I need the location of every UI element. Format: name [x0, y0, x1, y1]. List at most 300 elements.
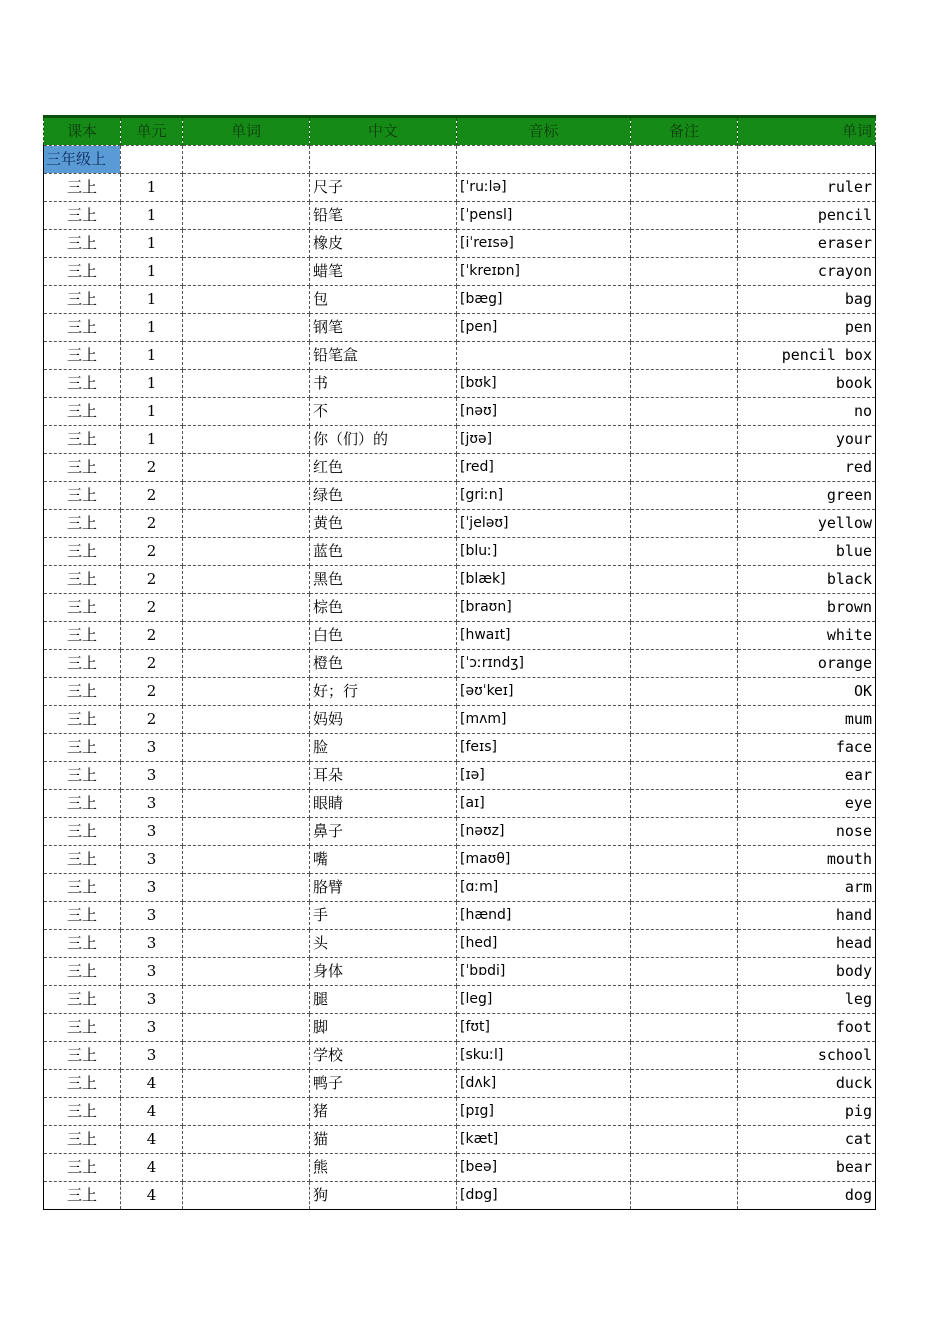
phonetic-cell[interactable]: [ɑːm] [457, 874, 631, 902]
english-word-cell[interactable]: bear [738, 1154, 876, 1182]
unit-cell[interactable]: 3 [121, 930, 183, 958]
textbook-cell[interactable]: 三上 [44, 398, 121, 426]
phonetic-cell[interactable]: [mʌm] [457, 706, 631, 734]
word-cell[interactable] [183, 566, 310, 594]
remark-cell[interactable] [631, 1070, 738, 1098]
table-row [44, 594, 876, 622]
textbook-cell[interactable]: 三上 [44, 174, 121, 202]
chinese-cell[interactable]: 头 [310, 930, 457, 958]
word-cell[interactable] [183, 398, 310, 426]
chinese-cell[interactable]: 铅笔 [310, 202, 457, 230]
english-word-cell[interactable]: blue [738, 538, 876, 566]
unit-cell[interactable]: 3 [121, 846, 183, 874]
unit-cell[interactable]: 2 [121, 678, 183, 706]
textbook-cell[interactable]: 三上 [44, 790, 121, 818]
unit-cell[interactable]: 2 [121, 594, 183, 622]
table-row [44, 846, 876, 874]
phonetic-cell[interactable]: [fʊt] [457, 1014, 631, 1042]
phonetic-cell[interactable]: [bluː] [457, 538, 631, 566]
english-word-cell[interactable]: your [738, 426, 876, 454]
remark-cell[interactable] [631, 510, 738, 538]
phonetic-cell[interactable] [457, 342, 631, 370]
table-row [44, 1098, 876, 1126]
phonetic-cell[interactable]: [braʊn] [457, 594, 631, 622]
textbook-cell[interactable]: 三上 [44, 482, 121, 510]
empty-cell[interactable] [183, 146, 310, 174]
remark-cell[interactable] [631, 538, 738, 566]
chinese-cell[interactable]: 猫 [310, 1126, 457, 1154]
chinese-cell[interactable]: 耳朵 [310, 762, 457, 790]
word-cell[interactable] [183, 314, 310, 342]
word-cell[interactable] [183, 622, 310, 650]
empty-cell[interactable] [121, 146, 183, 174]
textbook-cell[interactable]: 三上 [44, 342, 121, 370]
textbook-cell[interactable]: 三上 [44, 622, 121, 650]
english-word-cell[interactable]: leg [738, 986, 876, 1014]
unit-cell[interactable]: 3 [121, 902, 183, 930]
english-word-cell[interactable]: cat [738, 1126, 876, 1154]
chinese-cell[interactable]: 尺子 [310, 174, 457, 202]
english-word-cell[interactable]: head [738, 930, 876, 958]
remark-cell[interactable] [631, 958, 738, 986]
table-row [44, 174, 876, 202]
chinese-cell[interactable]: 铅笔盒 [310, 342, 457, 370]
unit-cell[interactable]: 1 [121, 314, 183, 342]
word-cell[interactable] [183, 482, 310, 510]
phonetic-cell[interactable]: [dʌk] [457, 1070, 631, 1098]
unit-cell[interactable]: 2 [121, 566, 183, 594]
textbook-cell[interactable]: 三上 [44, 706, 121, 734]
english-word-cell[interactable]: pen [738, 314, 876, 342]
english-word-cell[interactable]: white [738, 622, 876, 650]
textbook-cell[interactable]: 三上 [44, 230, 121, 258]
unit-cell[interactable]: 3 [121, 790, 183, 818]
remark-cell[interactable] [631, 1098, 738, 1126]
phonetic-cell[interactable]: [əʊˈkeɪ] [457, 678, 631, 706]
remark-cell[interactable] [631, 930, 738, 958]
table-row [44, 650, 876, 678]
english-word-cell[interactable]: red [738, 454, 876, 482]
remark-cell[interactable] [631, 790, 738, 818]
textbook-cell[interactable]: 三上 [44, 370, 121, 398]
table-row [44, 902, 876, 930]
word-cell[interactable] [183, 286, 310, 314]
english-word-cell[interactable]: pig [738, 1098, 876, 1126]
word-cell[interactable] [183, 986, 310, 1014]
phonetic-cell[interactable]: [red] [457, 454, 631, 482]
table-row [44, 874, 876, 902]
table-row [44, 678, 876, 706]
unit-cell[interactable]: 3 [121, 874, 183, 902]
chinese-cell[interactable]: 手 [310, 902, 457, 930]
word-cell[interactable] [183, 958, 310, 986]
unit-cell[interactable]: 1 [121, 426, 183, 454]
word-cell[interactable] [183, 426, 310, 454]
phonetic-cell[interactable]: [dɒg] [457, 1182, 631, 1210]
word-cell[interactable] [183, 846, 310, 874]
english-word-cell[interactable]: duck [738, 1070, 876, 1098]
table-row [44, 1154, 876, 1182]
phonetic-cell[interactable]: [griːn] [457, 482, 631, 510]
header-word[interactable]: 单词 [183, 117, 310, 146]
word-cell[interactable] [183, 1070, 310, 1098]
unit-cell[interactable]: 4 [121, 1070, 183, 1098]
word-cell[interactable] [183, 370, 310, 398]
word-cell[interactable] [183, 230, 310, 258]
remark-cell[interactable] [631, 342, 738, 370]
header-chinese[interactable]: 中文 [310, 117, 457, 146]
english-word-cell[interactable]: black [738, 566, 876, 594]
chinese-cell[interactable]: 脚 [310, 1014, 457, 1042]
unit-cell[interactable]: 3 [121, 1014, 183, 1042]
header-english-word[interactable]: 单词 [738, 117, 876, 146]
chinese-cell[interactable]: 不 [310, 398, 457, 426]
unit-cell[interactable]: 2 [121, 454, 183, 482]
textbook-cell[interactable]: 三上 [44, 1182, 121, 1210]
word-cell[interactable] [183, 538, 310, 566]
table-row [44, 538, 876, 566]
table-row [44, 986, 876, 1014]
english-word-cell[interactable]: school [738, 1042, 876, 1070]
remark-cell[interactable] [631, 846, 738, 874]
english-word-cell[interactable]: OK [738, 678, 876, 706]
vocabulary-sheet [43, 115, 875, 1210]
table-row [44, 958, 876, 986]
word-cell[interactable] [183, 1182, 310, 1210]
remark-cell[interactable] [631, 566, 738, 594]
english-word-cell[interactable]: mouth [738, 846, 876, 874]
phonetic-cell[interactable]: [kæt] [457, 1126, 631, 1154]
chinese-cell[interactable]: 包 [310, 286, 457, 314]
chinese-cell[interactable]: 钢笔 [310, 314, 457, 342]
word-cell[interactable] [183, 1098, 310, 1126]
unit-cell[interactable]: 4 [121, 1182, 183, 1210]
phonetic-cell[interactable]: [beə] [457, 1154, 631, 1182]
phonetic-cell[interactable]: [bæg] [457, 286, 631, 314]
word-cell[interactable] [183, 1126, 310, 1154]
chinese-cell[interactable]: 腿 [310, 986, 457, 1014]
remark-cell[interactable] [631, 762, 738, 790]
unit-cell[interactable]: 1 [121, 398, 183, 426]
chinese-cell[interactable]: 鼻子 [310, 818, 457, 846]
unit-cell[interactable]: 1 [121, 342, 183, 370]
phonetic-cell[interactable]: [ɪə] [457, 762, 631, 790]
phonetic-cell[interactable]: [leg] [457, 986, 631, 1014]
word-cell[interactable] [183, 1014, 310, 1042]
remark-cell[interactable] [631, 678, 738, 706]
textbook-cell[interactable]: 三上 [44, 678, 121, 706]
phonetic-cell[interactable]: [hwaɪt] [457, 622, 631, 650]
table-row [44, 426, 876, 454]
english-word-cell[interactable]: ruler [738, 174, 876, 202]
remark-cell[interactable] [631, 874, 738, 902]
english-word-cell[interactable]: green [738, 482, 876, 510]
remark-cell[interactable] [631, 202, 738, 230]
unit-cell[interactable]: 4 [121, 1098, 183, 1126]
word-cell[interactable] [183, 342, 310, 370]
textbook-cell[interactable]: 三上 [44, 1042, 121, 1070]
table-row [44, 762, 876, 790]
chinese-cell[interactable]: 猪 [310, 1098, 457, 1126]
remark-cell[interactable] [631, 314, 738, 342]
chinese-cell[interactable]: 狗 [310, 1182, 457, 1210]
textbook-cell[interactable]: 三上 [44, 902, 121, 930]
textbook-cell[interactable]: 三上 [44, 1126, 121, 1154]
english-word-cell[interactable]: foot [738, 1014, 876, 1042]
remark-cell[interactable] [631, 1154, 738, 1182]
textbook-cell[interactable]: 三上 [44, 762, 121, 790]
remark-cell[interactable] [631, 1182, 738, 1210]
table-row [44, 818, 876, 846]
word-cell[interactable] [183, 1154, 310, 1182]
word-cell[interactable] [183, 734, 310, 762]
phonetic-cell[interactable]: [pen] [457, 314, 631, 342]
word-cell[interactable] [183, 202, 310, 230]
english-word-cell[interactable]: arm [738, 874, 876, 902]
english-word-cell[interactable]: bag [738, 286, 876, 314]
english-word-cell[interactable]: hand [738, 902, 876, 930]
table-row [44, 370, 876, 398]
phonetic-cell[interactable]: [ˈkreɪɒn] [457, 258, 631, 286]
chinese-cell[interactable]: 橡皮 [310, 230, 457, 258]
remark-cell[interactable] [631, 426, 738, 454]
chinese-cell[interactable]: 脸 [310, 734, 457, 762]
chinese-cell[interactable]: 熊 [310, 1154, 457, 1182]
textbook-cell[interactable]: 三上 [44, 286, 121, 314]
phonetic-cell[interactable]: [hænd] [457, 902, 631, 930]
textbook-cell[interactable]: 三上 [44, 818, 121, 846]
remark-cell[interactable] [631, 818, 738, 846]
textbook-cell[interactable]: 三上 [44, 1070, 121, 1098]
word-cell[interactable] [183, 930, 310, 958]
english-word-cell[interactable]: ear [738, 762, 876, 790]
header-phonetic[interactable]: 音标 [457, 117, 631, 146]
unit-cell[interactable]: 1 [121, 174, 183, 202]
vocabulary-table [43, 115, 876, 1210]
phonetic-cell[interactable]: [maʊθ] [457, 846, 631, 874]
remark-cell[interactable] [631, 594, 738, 622]
remark-cell[interactable] [631, 174, 738, 202]
phonetic-cell[interactable]: [skuːl] [457, 1042, 631, 1070]
english-word-cell[interactable]: brown [738, 594, 876, 622]
header-textbook[interactable]: 课本 [44, 117, 121, 146]
word-cell[interactable] [183, 790, 310, 818]
chinese-cell[interactable]: 胳臂 [310, 874, 457, 902]
chinese-cell[interactable]: 嘴 [310, 846, 457, 874]
chinese-cell[interactable]: 你（们）的 [310, 426, 457, 454]
phonetic-cell[interactable]: [ˈpensl] [457, 202, 631, 230]
table-row [44, 930, 876, 958]
table-row [44, 286, 876, 314]
word-cell[interactable] [183, 762, 310, 790]
textbook-cell[interactable]: 三上 [44, 930, 121, 958]
remark-cell[interactable] [631, 454, 738, 482]
remark-cell[interactable] [631, 1014, 738, 1042]
header-row [44, 117, 876, 146]
empty-cell[interactable] [631, 146, 738, 174]
word-cell[interactable] [183, 510, 310, 538]
unit-cell[interactable]: 1 [121, 230, 183, 258]
chinese-cell[interactable]: 黑色 [310, 566, 457, 594]
textbook-cell[interactable]: 三上 [44, 986, 121, 1014]
english-word-cell[interactable]: eye [738, 790, 876, 818]
word-cell[interactable] [183, 454, 310, 482]
textbook-cell[interactable]: 三上 [44, 1098, 121, 1126]
chinese-cell[interactable]: 橙色 [310, 650, 457, 678]
unit-cell[interactable]: 2 [121, 482, 183, 510]
chinese-cell[interactable]: 黄色 [310, 510, 457, 538]
chinese-cell[interactable]: 鸭子 [310, 1070, 457, 1098]
textbook-cell[interactable]: 三上 [44, 734, 121, 762]
textbook-cell[interactable]: 三上 [44, 202, 121, 230]
textbook-cell[interactable]: 三上 [44, 566, 121, 594]
phonetic-cell[interactable]: [bʊk] [457, 370, 631, 398]
english-word-cell[interactable]: no [738, 398, 876, 426]
remark-cell[interactable] [631, 1042, 738, 1070]
unit-cell[interactable]: 1 [121, 202, 183, 230]
unit-cell[interactable]: 3 [121, 734, 183, 762]
english-word-cell[interactable]: orange [738, 650, 876, 678]
phonetic-cell[interactable]: [pɪg] [457, 1098, 631, 1126]
word-cell[interactable] [183, 902, 310, 930]
unit-cell[interactable]: 1 [121, 370, 183, 398]
chinese-cell[interactable]: 白色 [310, 622, 457, 650]
unit-cell[interactable]: 1 [121, 286, 183, 314]
chinese-cell[interactable]: 好；行 [310, 678, 457, 706]
phonetic-cell[interactable]: [hed] [457, 930, 631, 958]
textbook-cell[interactable]: 三上 [44, 594, 121, 622]
textbook-cell[interactable]: 三上 [44, 1154, 121, 1182]
chinese-cell[interactable]: 眼睛 [310, 790, 457, 818]
phonetic-cell[interactable]: [nəʊ] [457, 398, 631, 426]
english-word-cell[interactable]: yellow [738, 510, 876, 538]
phonetic-cell[interactable]: [nəʊz] [457, 818, 631, 846]
chinese-cell[interactable]: 蜡笔 [310, 258, 457, 286]
phonetic-cell[interactable]: [ˈɔːrɪndʒ] [457, 650, 631, 678]
textbook-cell[interactable]: 三上 [44, 846, 121, 874]
remark-cell[interactable] [631, 398, 738, 426]
header-remark[interactable]: 备注 [631, 117, 738, 146]
table-row [44, 790, 876, 818]
textbook-cell[interactable]: 三上 [44, 258, 121, 286]
chinese-cell[interactable]: 妈妈 [310, 706, 457, 734]
textbook-cell[interactable]: 三上 [44, 1014, 121, 1042]
phonetic-cell[interactable]: [jʊə] [457, 426, 631, 454]
chinese-cell[interactable]: 身体 [310, 958, 457, 986]
english-word-cell[interactable]: dog [738, 1182, 876, 1210]
table-row [44, 622, 876, 650]
english-word-cell[interactable]: body [738, 958, 876, 986]
english-word-cell[interactable]: mum [738, 706, 876, 734]
english-word-cell[interactable]: pencil [738, 202, 876, 230]
word-cell[interactable] [183, 594, 310, 622]
textbook-cell[interactable]: 三上 [44, 958, 121, 986]
phonetic-cell[interactable]: [feɪs] [457, 734, 631, 762]
word-cell[interactable] [183, 650, 310, 678]
empty-cell[interactable] [457, 146, 631, 174]
remark-cell[interactable] [631, 1126, 738, 1154]
textbook-cell[interactable]: 三上 [44, 454, 121, 482]
word-cell[interactable] [183, 174, 310, 202]
header-unit[interactable]: 单元 [121, 117, 183, 146]
remark-cell[interactable] [631, 230, 738, 258]
table-row [44, 342, 876, 370]
unit-cell[interactable]: 2 [121, 538, 183, 566]
unit-cell[interactable]: 4 [121, 1154, 183, 1182]
table-row [44, 566, 876, 594]
unit-cell[interactable]: 2 [121, 706, 183, 734]
unit-cell[interactable]: 3 [121, 958, 183, 986]
remark-cell[interactable] [631, 902, 738, 930]
english-word-cell[interactable]: book [738, 370, 876, 398]
chinese-cell[interactable]: 书 [310, 370, 457, 398]
word-cell[interactable] [183, 818, 310, 846]
remark-cell[interactable] [631, 258, 738, 286]
unit-cell[interactable]: 3 [121, 762, 183, 790]
remark-cell[interactable] [631, 286, 738, 314]
english-word-cell[interactable]: nose [738, 818, 876, 846]
remark-cell[interactable] [631, 370, 738, 398]
chinese-cell[interactable]: 蓝色 [310, 538, 457, 566]
phonetic-cell[interactable]: [aɪ] [457, 790, 631, 818]
remark-cell[interactable] [631, 706, 738, 734]
english-word-cell[interactable]: crayon [738, 258, 876, 286]
english-word-cell[interactable]: eraser [738, 230, 876, 258]
remark-cell[interactable] [631, 482, 738, 510]
unit-cell[interactable]: 1 [121, 258, 183, 286]
textbook-cell[interactable]: 三上 [44, 426, 121, 454]
chinese-cell[interactable]: 红色 [310, 454, 457, 482]
phonetic-cell[interactable]: [ˈruːlə] [457, 174, 631, 202]
empty-cell[interactable] [738, 146, 876, 174]
word-cell[interactable] [183, 678, 310, 706]
textbook-cell[interactable]: 三上 [44, 510, 121, 538]
textbook-cell[interactable]: 三上 [44, 650, 121, 678]
chinese-cell[interactable]: 学校 [310, 1042, 457, 1070]
remark-cell[interactable] [631, 734, 738, 762]
phonetic-cell[interactable]: [ˈjeləʊ] [457, 510, 631, 538]
remark-cell[interactable] [631, 986, 738, 1014]
textbook-cell[interactable]: 三上 [44, 538, 121, 566]
word-cell[interactable] [183, 258, 310, 286]
remark-cell[interactable] [631, 650, 738, 678]
unit-cell[interactable]: 2 [121, 510, 183, 538]
word-cell[interactable] [183, 706, 310, 734]
chinese-cell[interactable]: 棕色 [310, 594, 457, 622]
remark-cell[interactable] [631, 622, 738, 650]
unit-cell[interactable]: 3 [121, 818, 183, 846]
unit-cell[interactable]: 3 [121, 1042, 183, 1070]
phonetic-cell[interactable]: [iˈreɪsə] [457, 230, 631, 258]
english-word-cell[interactable]: face [738, 734, 876, 762]
unit-cell[interactable]: 3 [121, 986, 183, 1014]
table-row [44, 454, 876, 482]
unit-cell[interactable]: 4 [121, 1126, 183, 1154]
textbook-cell[interactable]: 三上 [44, 874, 121, 902]
phonetic-cell[interactable]: [blæk] [457, 566, 631, 594]
phonetic-cell[interactable]: [ˈbɒdi] [457, 958, 631, 986]
unit-cell[interactable]: 2 [121, 622, 183, 650]
english-word-cell[interactable]: pencil box [738, 342, 876, 370]
grade-label-cell[interactable]: 三年级上 [44, 146, 121, 174]
unit-cell[interactable]: 2 [121, 650, 183, 678]
chinese-cell[interactable]: 绿色 [310, 482, 457, 510]
word-cell[interactable] [183, 874, 310, 902]
table-row [44, 1014, 876, 1042]
textbook-cell[interactable]: 三上 [44, 314, 121, 342]
word-cell[interactable] [183, 1042, 310, 1070]
empty-cell[interactable] [310, 146, 457, 174]
